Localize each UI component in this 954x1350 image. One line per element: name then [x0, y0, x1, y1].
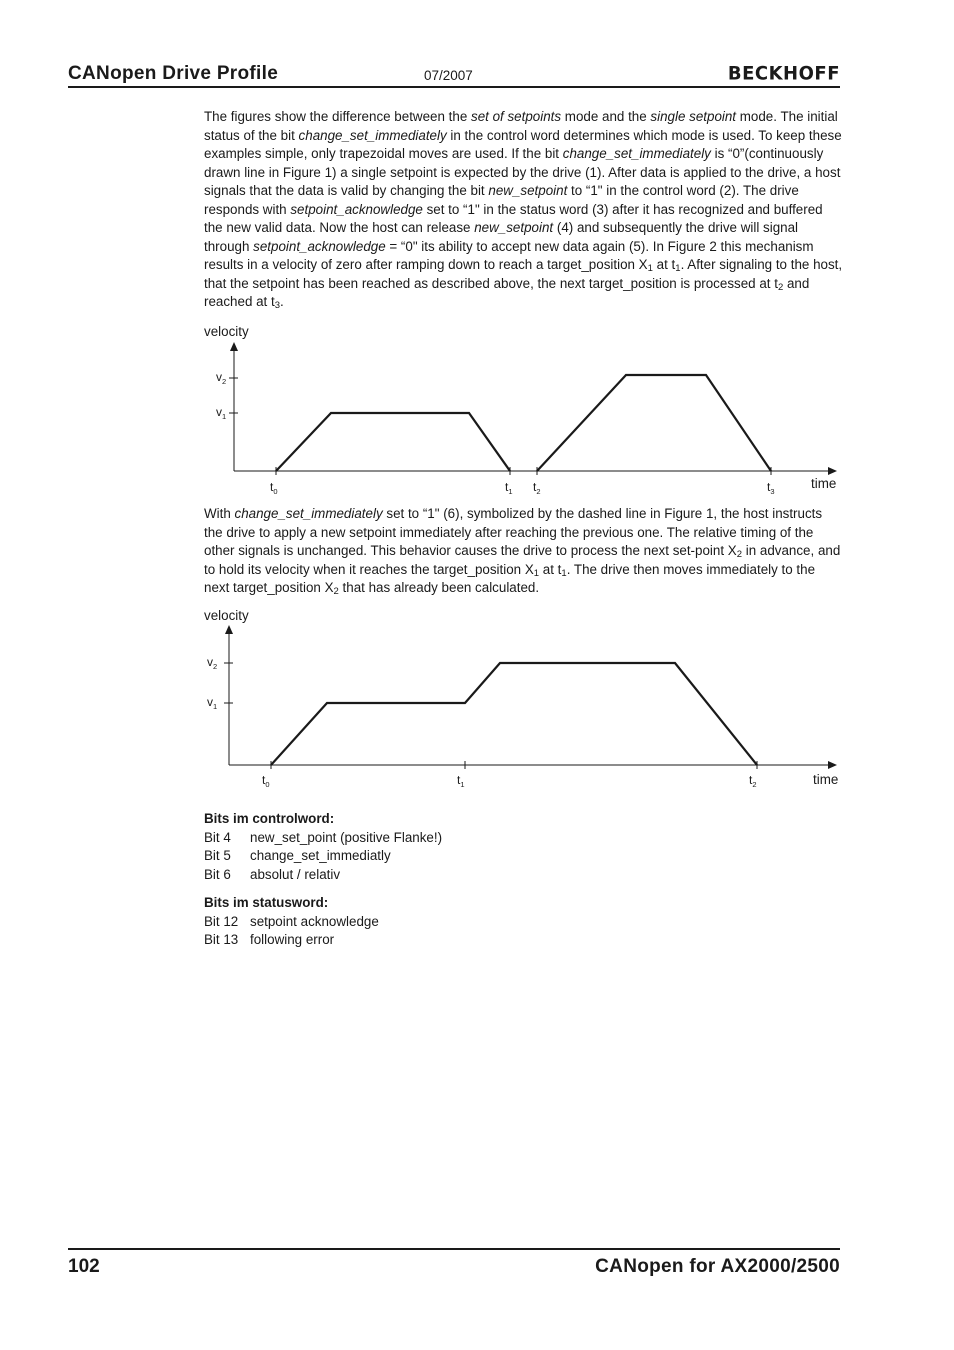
- y-axis-arrow-icon: [230, 342, 238, 351]
- x-tick-label-t0: $t_0$: [262, 773, 270, 789]
- y-tick-label-v1: $v_1$: [207, 695, 218, 711]
- page-number: 102: [68, 1256, 100, 1277]
- y-axis-label: velocity: [204, 324, 249, 339]
- velocity-trapezoid-2: [537, 375, 771, 471]
- immediate-mode-paragraph: With change_set_immediately set to “1" (6), symbolized by the dashed line in Figure 1, the host instructs the drive to apply a new setpoint immediately after reaching the previous one. The relative timing of the other signals is unchanged. This behavior causes the drive to process the next set-point $X_2$ in advance, and to hold its velocity when it reaches the target_position $X_1$ at $t_1$. The drive then moves immediately to the next target_position $X_2$ that has already been calculated.: [204, 506, 841, 597]
- figure-1-velocity-profile: [200, 320, 850, 500]
- footer-title: CANopen for AX2000/2500: [595, 1256, 840, 1277]
- x-axis-arrow-icon: [828, 761, 837, 769]
- list-item: Bit 5 change_set_immediatly: [204, 848, 391, 863]
- y-tick-label-v2: $v_2$: [216, 370, 227, 386]
- x-axis-label: time: [813, 772, 839, 787]
- intro-paragraph: The figures show the difference between the set of setpoints mode and the single setpoint mode. The initial status of the bit change_set_immediately in the control word determines which mode is used. To keep these examples simple, only trapezoidal moves are used. If the bit change_set_immediately is “0”(continuously drawn line in Figure 1) a single setpoint is expected by the drive (1). After data is applied to the drive, a host signals that the data is valid by changing the bit new_setpoint to “1" in the control word (2). The drive responds with setpoint_acknowledge set to “1" in the status word (3) after it has recognized and buffered the new valid data. Now the host can release new_setpoint (4) and subsequently the drive will signal through setpoint_acknowledge = “0" its ability to accept new data again (5). In Figure 2 this mechanism results in a velocity of zero after ramping down to reach a target_position $X_1$ at $t_1$. After signaling to the host, that the setpoint has been reached as described above, the next target_position is processed at $t_2$ and reached at $t_3$.: [204, 109, 843, 311]
- controlword-heading: Bits im controlword:: [204, 811, 335, 826]
- list-item: Bit 12 setpoint acknowledge: [204, 913, 379, 929]
- x-tick-label-t1: $t_1$: [457, 773, 465, 789]
- x-tick-label-t2: $t_2$: [749, 773, 757, 789]
- document-date: 07/2007: [424, 68, 473, 83]
- figure-2-velocity-profile: [200, 604, 850, 794]
- list-item: Bit 13 following error: [204, 932, 335, 947]
- footer-rule: [68, 1248, 840, 1250]
- x-axis-label: time: [811, 476, 837, 491]
- x-tick-label-t1: $t_1$: [505, 480, 513, 496]
- velocity-profile-continuous: [271, 663, 757, 765]
- velocity-trapezoid-1: [276, 413, 510, 471]
- y-tick-label-v1: $v_1$: [216, 405, 227, 421]
- header-rule: [68, 86, 840, 88]
- x-tick-label-t0: $t_0$: [270, 480, 278, 496]
- controlword-bits: [204, 810, 442, 884]
- y-axis-arrow-icon: [225, 625, 233, 634]
- x-tick-label-t2: $t_2$: [533, 480, 541, 496]
- y-axis-label: velocity: [204, 608, 249, 623]
- x-tick-label-t3: $t_3$: [767, 480, 775, 496]
- y-tick-label-v2: $v_2$: [207, 655, 218, 671]
- list-item: Bit 6 absolut / relativ: [204, 866, 341, 882]
- x-axis-arrow-icon: [828, 467, 837, 475]
- brand-logo: BECKHOFF: [727, 62, 840, 85]
- statusword-bits: [204, 894, 379, 950]
- list-item: Bit 4 new_set_point (positive Flanke!): [204, 829, 443, 845]
- document-title: CANopen Drive Profile: [68, 63, 279, 84]
- statusword-heading: Bits im statusword:: [204, 895, 329, 910]
